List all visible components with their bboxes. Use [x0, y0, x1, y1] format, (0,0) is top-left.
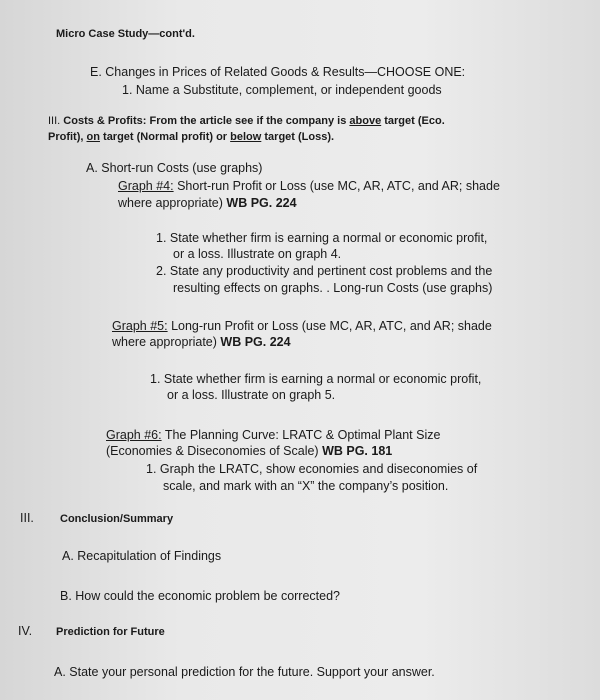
- conclusion-numeral: III.: [20, 511, 34, 525]
- graph-5-line-1: Graph #5: Long-run Profit or Loss (use MC, AR, ATC, and AR; shade: [112, 319, 492, 333]
- conclusion-item-b: B. How could the economic problem be corrected?: [60, 589, 341, 603]
- graph-4-wb-ref: WB PG. 224: [226, 196, 297, 210]
- short-run-item-2-line-2: resulting effects on graphs. . Long-run Costs (use graphs): [173, 281, 493, 295]
- prediction-numeral: IV.: [18, 624, 33, 638]
- graph-4-line-1: Graph #4: Short-run Profit or Loss (use MC, AR, ATC, and AR; shade: [118, 179, 500, 193]
- graph-5-item-1-line-1: 1. State whether firm is earning a normal or economic profit,: [150, 372, 482, 386]
- section-iii-title: Costs & Profits:: [63, 115, 147, 127]
- graph-6-wb-ref: WB PG. 181: [322, 444, 393, 458]
- section-e-heading: E. Changes in Prices of Related Goods & Results—CHOOSE ONE:: [90, 65, 466, 79]
- graph-6-label: Graph #6:: [106, 428, 162, 442]
- above-target-text: above: [349, 115, 382, 127]
- section-iii-line-2: Profit), on target (Normal profit) or below target (Loss).: [48, 131, 335, 143]
- graph-4-line-2: where appropriate) WB PG. 224: [118, 196, 297, 210]
- below-target-text: below: [230, 131, 262, 143]
- graph-6-line-1: Graph #6: The Planning Curve: LRATC & Optimal Plant Size: [106, 428, 441, 442]
- short-run-item-1-line-1: 1. State whether firm is earning a normal or economic profit,: [156, 231, 488, 245]
- conclusion-title: Conclusion/Summary: [60, 513, 174, 525]
- graph-5-wb-ref: WB PG. 224: [220, 335, 291, 349]
- page-title: Micro Case Study—cont'd.: [56, 28, 195, 40]
- graph-6-item-1-line-2: scale, and mark with an “X” the company’s position.: [163, 479, 449, 493]
- prediction-title: Prediction for Future: [56, 626, 165, 638]
- graph-4-label: Graph #4:: [118, 179, 174, 193]
- section-iii-numeral: III.: [48, 115, 61, 127]
- graph-5-line-2: where appropriate) WB PG. 224: [112, 335, 291, 349]
- on-target-text: on: [86, 131, 100, 143]
- graph-6-item-1-line-1: 1. Graph the LRATC, show economies and diseconomies of: [146, 462, 478, 476]
- section-e-item-1: 1. Name a Substitute, complement, or independent goods: [122, 83, 442, 97]
- short-run-item-2-line-1: 2. State any productivity and pertinent cost problems and the: [156, 264, 493, 278]
- short-run-heading: A. Short-run Costs (use graphs): [86, 161, 263, 175]
- conclusion-item-a: A. Recapitulation of Findings: [62, 549, 222, 563]
- section-iii-line-1: III. Costs & Profits: From the article see if the company is above target (Eco.: [48, 115, 445, 127]
- graph-5-label: Graph #5:: [112, 319, 168, 333]
- prediction-item-a: A. State your personal prediction for the future. Support your answer.: [54, 665, 435, 679]
- short-run-item-1-line-2: or a loss. Illustrate on graph 4.: [173, 247, 342, 261]
- graph-6-line-2: (Economies & Diseconomies of Scale) WB PG. 181: [106, 444, 393, 458]
- graph-5-item-1-line-2: or a loss. Illustrate on graph 5.: [167, 388, 336, 402]
